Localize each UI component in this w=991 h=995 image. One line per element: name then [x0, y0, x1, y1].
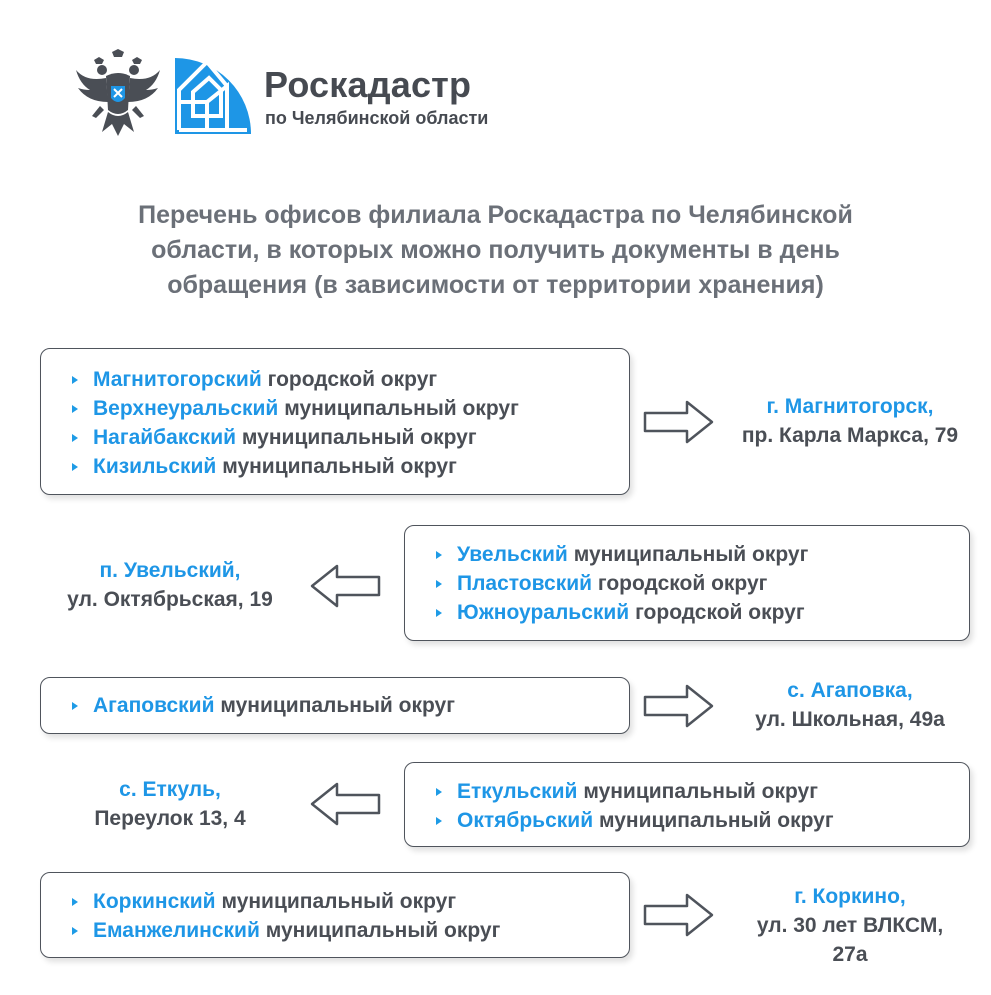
- roskadastr-logo-icon: [175, 58, 251, 134]
- districts-box-uvelsky: [404, 525, 970, 641]
- bullet-icon: [72, 898, 78, 906]
- title-line-1: Перечень офисов филиала Роскадастра по Челябинской: [138, 201, 853, 229]
- list-item: Еткульский муниципальный округ: [405, 777, 969, 806]
- arrow-right-icon: [643, 683, 715, 729]
- brand-name: Роскадастр: [264, 64, 472, 105]
- districts-box-korkino: [40, 872, 630, 958]
- list-item: Верхнеуральский муниципальный округ: [41, 394, 629, 423]
- title-line-2: области, в которых можно получить документы в день: [151, 236, 840, 264]
- bullet-icon: [72, 434, 78, 442]
- bullet-icon: [436, 817, 442, 825]
- bullet-icon: [436, 551, 442, 559]
- list-item: Увельский муниципальный округ: [405, 540, 969, 569]
- list-item: Магнитогорский городской округ: [41, 365, 629, 394]
- brand-subtitle: по Челябинской области: [265, 108, 489, 128]
- districts-box-magnitogorsk: [40, 348, 630, 495]
- list-item: Октябрьский муниципальный округ: [405, 806, 969, 835]
- bullet-icon: [72, 463, 78, 471]
- districts-box-etkul: [404, 762, 970, 847]
- districts-box-agapovka: [40, 677, 630, 734]
- bullet-icon: [72, 702, 78, 710]
- bullet-icon: [72, 376, 78, 384]
- office-address-agapovka: с. Агаповка, ул. Школьная, 49а: [755, 679, 945, 731]
- double-headed-eagle-icon: [72, 48, 164, 140]
- list-item: Агаповский муниципальный округ: [41, 691, 629, 720]
- bullet-icon: [436, 580, 442, 588]
- bullet-icon: [72, 927, 78, 935]
- arrow-right-icon: [643, 399, 715, 445]
- arrow-right-icon: [643, 892, 715, 938]
- office-address-korkino: г. Коркино, ул. 30 лет ВЛКСМ, 27а: [756, 885, 944, 966]
- list-item: Нагайбакский муниципальный округ: [41, 423, 629, 452]
- page-title: [40, 198, 951, 303]
- office-address-magnitogorsk: г. Магнитогорск, пр. Карла Маркса, 79: [741, 395, 959, 447]
- bullet-icon: [436, 609, 442, 617]
- list-item: Еманжелинский муниципальный округ: [41, 916, 629, 945]
- bullet-icon: [72, 405, 78, 413]
- logo: [72, 48, 532, 143]
- office-address-uvelsky: п. Увельский, ул. Октябрьская, 19: [67, 559, 273, 611]
- arrow-left-icon: [309, 781, 381, 827]
- list-item: Коркинский муниципальный округ: [41, 887, 629, 916]
- bullet-icon: [436, 788, 442, 796]
- office-address-etkul: с. Еткуль, Переулок 13, 4: [94, 778, 246, 830]
- title-line-3: обращения (в зависимости от территории хранения): [167, 271, 824, 299]
- list-item: Пластовский городской округ: [405, 569, 969, 598]
- list-item: Южноуральский городской округ: [405, 598, 969, 627]
- list-item: Кизильский муниципальный округ: [41, 452, 629, 481]
- arrow-left-icon: [309, 563, 381, 609]
